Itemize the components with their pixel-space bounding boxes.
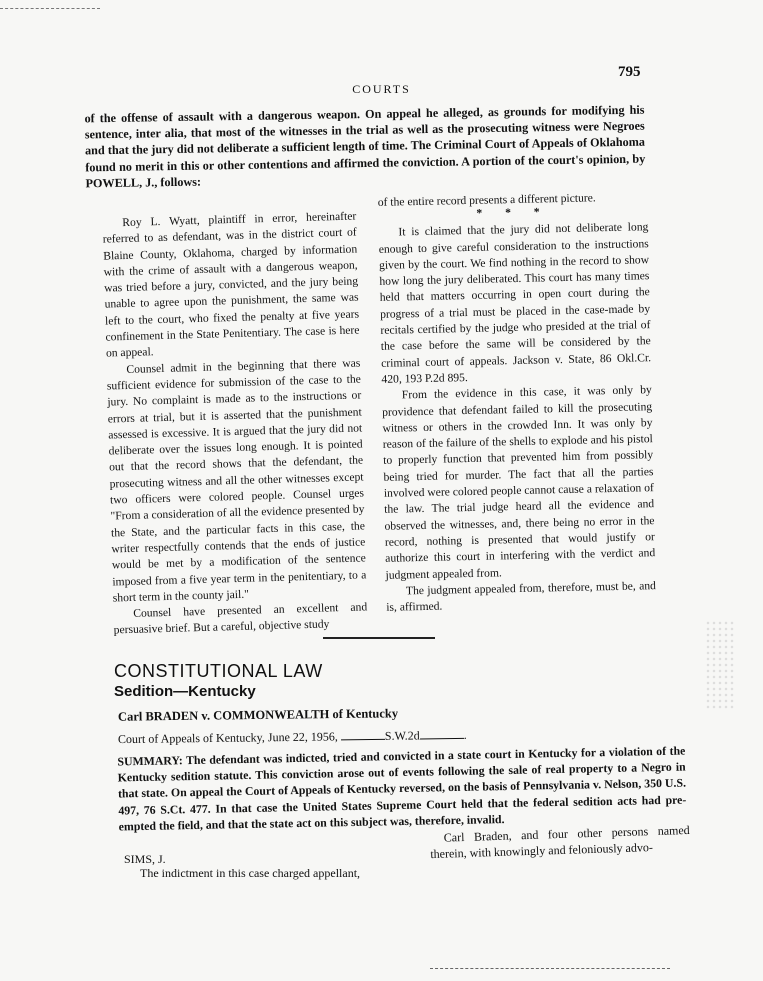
court-citation-prefix: Court of Appeals of Kentucky, June 22, 1956, [117,729,338,747]
page-number: 795 [618,64,641,80]
case-name: Carl BRADEN v. COMMONWEALTH of Kentucky [117,706,399,724]
ellipsis-marker: * * * [476,205,550,221]
paragraph: The judgment appealed from, therefore, must be, and is, affirmed. [386,578,656,614]
scan-edge-mark [430,968,670,969]
right-column [378,189,657,616]
opinion-continuation: Carl Braden, and four other persons named therein, with knowingly and feloniously advo- [430,822,690,862]
section-subtitle: Sedition—Kentucky [114,683,256,700]
section-divider [323,637,435,639]
judge-name: SIMS, J. [124,852,166,866]
scan-edge-mark [0,8,100,9]
paragraph: From the evidence in this case, it was only by providence that defendant failed to kill the prosecuting witness or others in the crowded Inn. It was only by reason of the failure of the shells to explode and his pistol to properly function that prevented him from possibly being tried for murder. The fact that all the parties involved were colored people cannot cause a relaxation of the law. The trial judge heard all the evidence and observed the witnesses, and, there being no error in the record, nothing is presented that would justify or authorize this court in interfering with the verdict and judgment appealed from. [382,383,656,582]
left-column [102,209,368,640]
paragraph: Roy L. Wyatt, plaintiff in error, hereinafter referred to as defendant, was in the district court of Blaine County, Oklahoma, charged by information with the crime of assault with a dangerous weapon, was tried before a jury, convicted, and the jury being unable to agree upon the punishment, the same was left to the court, who fixed the penalty at five years confinement in the State Penitentiary. The case is here on appeal. [102,209,360,360]
running-header: COURTS [352,82,411,96]
court-citation-reporter: S.W.2d [384,728,420,743]
paragraph: Counsel admit in the beginning that there was sufficient evidence for submission of the case to the jury. No complaint is made as to the instructions or errors at trial, but it is asserted that the punishment assessed is excessive. It is argued that the jury did not deliberate over the issues long enough. It is pointed out that the record shows that the defendant, the prosecuting witness and all the other witnesses except two officers were colored people. Counsel urges "From a consideration of all the evidence presented by the State, and the particular facts in this case, the writer respectfully contends that the ends of justice would be met by a modification of the sentence imposed from a five year term in the penitentiary, to a short term in the county jail." [106,356,367,605]
paragraph-continuation: of the entire record presents a different picture. [377,191,596,209]
section-title: CONSTITUTIONAL LAW [114,661,323,681]
case-intro-paragraph: of the offense of assault with a dangerous weapon. On appeal he alleged, as grounds for modifying his sentence, inter alia, that most of the witnesses in the trial as well as the prosecuting witness were Negroes and that the jury did not deliberate a sufficient length of time. The Criminal Court of Appeals of Oklahoma found no merit in this or other contentions and affirmed the conviction. A portion of the court's opinion, by POWELL, J., follows: [84,102,646,191]
citation-blank [420,738,464,740]
citation-blank [341,739,385,741]
scan-speckle [705,620,735,710]
opinion-opening: The indictment in this case charged appellant, [140,866,361,880]
paragraph: Counsel have presented an excellent and persuasive brief. But a careful, objective study [113,600,368,637]
paragraph: It is claimed that the jury did not deliberate long enough to give careful consideration to the instructions given by the court. We find nothing in the record to show how long the jury deliberated. This court has many times held that matters occurring in open court during the progress of a trial must be placed in the case-made by recitals certified by the judge who presided at the trial of the case before the same will be considered by the criminal court of appeals. Jackson v. State, 86 Okl.Cr. 420, 193 P.2d 895. [378,220,652,386]
court-citation: Court of Appeals of Kentucky, June 22, 1956, S.W.2d . [117,727,467,747]
case-summary: SUMMARY: The defendant was indicted, tried and convicted in a state court in Kentucky for a violation of the Kentucky sedition statute. This conviction arose out of events following the sale of real property to a Negro in that state. On appeal the Court of Appeals of Kentucky reversed, on the basis of Pennsylvania v. Nelson, 350 U.S. 497, 76 S.Ct. 477. In that case the United States Supreme Court held that the federal sedition acts had pre-empted the field, and that the state act on this subject was, therefore, invalid. [117,743,687,834]
